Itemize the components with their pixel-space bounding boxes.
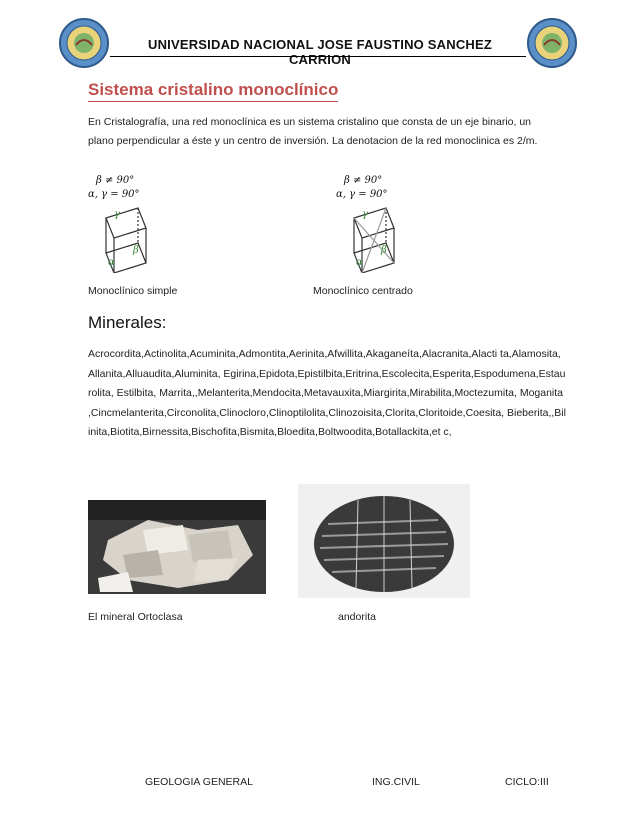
header-title: UNIVERSIDAD NACIONAL JOSE FAUSTINO SANCHEZ CARRION — [147, 37, 493, 67]
intro-paragraph: En Cristalografía, una red monoclínica es un sistema cristalino que consta de un eje binario, un plano perpendicular a éste y un centro de inversión. La denotacion de la red monoclinica es 2/m. — [88, 116, 538, 147]
diagram-label-beta-condition: β ≠ 90° — [96, 175, 135, 186]
minerales-heading: Minerales: — [88, 313, 167, 332]
header-divider — [110, 56, 526, 57]
andorita-photo — [298, 484, 470, 598]
diagram-caption-simple: Monoclínico simple — [88, 285, 178, 297]
footer-course: GEOLOGIA GENERAL — [145, 776, 253, 788]
gamma-angle-label: γ — [114, 209, 120, 220]
ortoclasa-photo — [88, 500, 266, 594]
university-seal-icon — [526, 17, 578, 69]
alpha-angle-label: α — [356, 257, 363, 268]
beta-angle-label: β — [381, 245, 387, 256]
diagram-caption-centered: Monoclínico centrado — [313, 285, 413, 297]
diagram-label-alpha-gamma-condition: α, γ = 90° — [336, 189, 388, 200]
footer-cycle: CICLO:III — [505, 776, 549, 788]
diagram-label-alpha-gamma-condition: α, γ = 90° — [88, 189, 140, 200]
monoclinic-simple-diagram — [88, 173, 158, 273]
alpha-angle-label: α — [108, 257, 115, 268]
gamma-angle-label: γ — [362, 209, 368, 220]
mineral-list: Acrocordita,Actinolita,Acuminita,Admontita,Aerinita,Afwillita,Akaganeíta,Alacranita,Alacti ta,Alamosita,Allanita,Alluaudita,Aluminita, Egirina,Epidota,Epistilbita,Eritrina,Escolecita,Esperita,Espodumena,Estaurolita, Estilbita, Marrita,,Melanterita,Mendocita,Metavauxita,Miargirita,Mirabilita,Moctezumita, Moganita ,Cincmelanterita,Circonolita,Clinocloro,Clinoptilolita,Clinozoisita,Clorita,Cloritoide,Coesita, Bieberita,,Bilinita,Biotita,Birnessita,Bischofita,Bismita,Bloedita,Boltwoodita,Botallackita,et c, — [88, 348, 566, 438]
footer-career: ING.CIVIL — [372, 776, 420, 788]
diagram-label-beta-condition: β ≠ 90° — [344, 175, 383, 186]
monoclinic-centered-diagram — [336, 173, 406, 273]
university-seal-icon — [58, 17, 110, 69]
beta-angle-label: β — [133, 245, 139, 256]
section-title: Sistema cristalino monoclínico — [88, 80, 338, 102]
photo-caption-andorita: andorita — [338, 611, 376, 623]
photo-caption-ortoclasa: El mineral Ortoclasa — [88, 611, 183, 623]
